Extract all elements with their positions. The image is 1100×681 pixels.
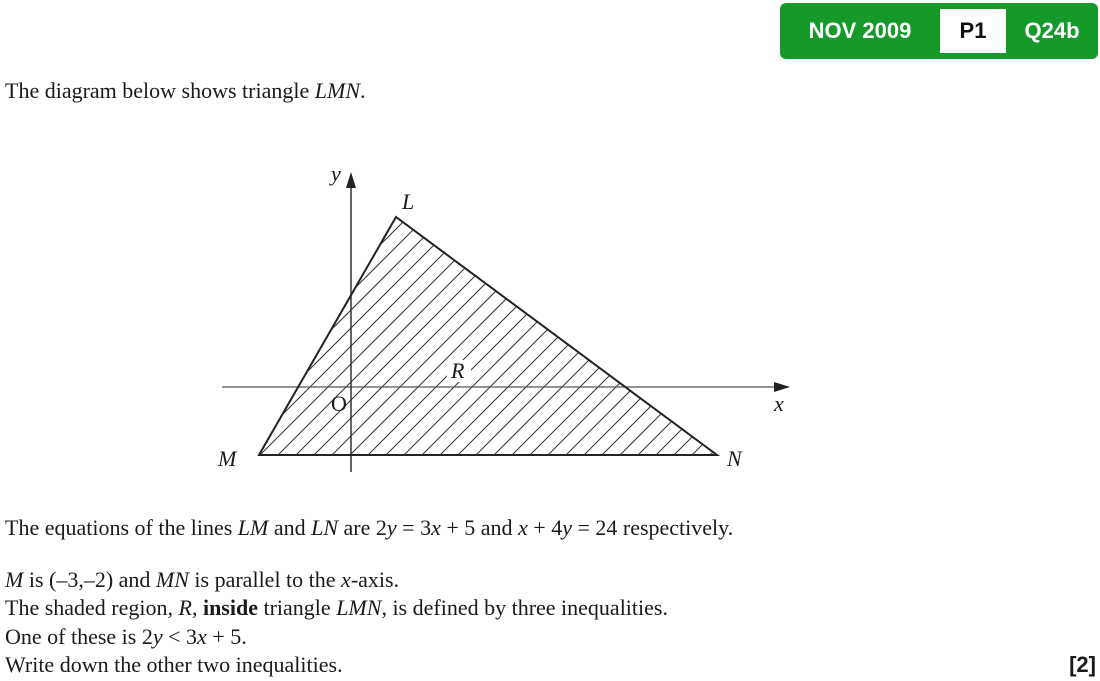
- region-r-label: R: [451, 358, 465, 383]
- y-axis-arrow-icon: [346, 172, 356, 188]
- x-axis-label: x: [774, 391, 784, 416]
- point-m-text: M is (–3,–2) and MN is parallel to the x-axis.: [5, 567, 400, 592]
- instruction-text: Write down the other two inequalities.: [5, 652, 343, 677]
- paper-number: P1: [940, 9, 1006, 53]
- given-inequality-text: One of these is 2y < 3x + 5.: [5, 624, 247, 649]
- vertex-l-label: L: [402, 189, 415, 214]
- intro-text: The diagram below shows triangle LMN.: [5, 78, 366, 103]
- line-equations-text: The equations of the lines LM and LN are 2y = 3x + 5 and x + 4y = 24 respectively.: [5, 515, 734, 540]
- question-number: Q24b: [1024, 18, 1080, 43]
- exam-date: NOV 2009: [808, 18, 912, 43]
- y-axis-label: y: [331, 161, 341, 186]
- marks-label: [2]: [1069, 652, 1096, 677]
- origin-label: O: [331, 391, 347, 416]
- triangle-lmn: [259, 217, 717, 455]
- vertex-m-label: M: [218, 446, 237, 471]
- shaded-region-text: The shaded region, R, inside triangle LMN, is defined by three inequalities.: [5, 595, 668, 620]
- shaded-region-hatching: [132, 215, 968, 475]
- vertex-n-label: N: [727, 446, 742, 471]
